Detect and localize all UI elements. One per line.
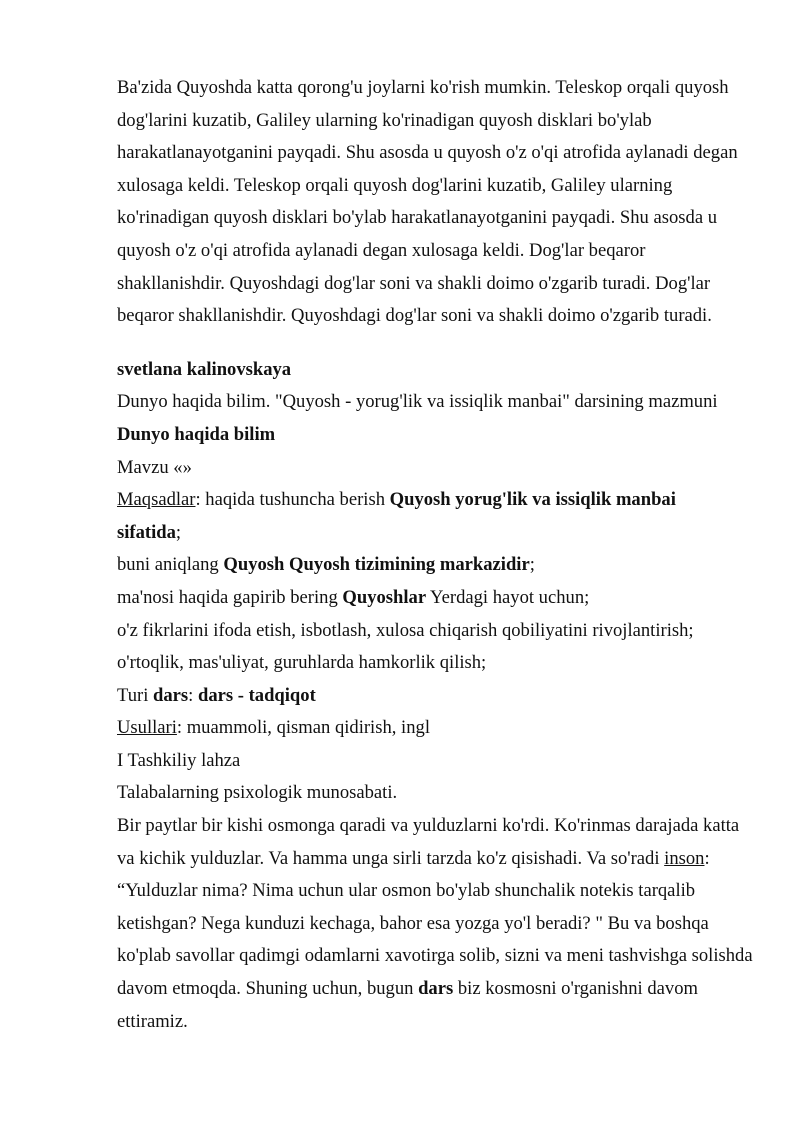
story-bold: dars [418,978,454,1000]
goals-label: Maqsadlar [117,489,196,511]
goals-line-2-text: ; [175,521,182,543]
lesson-heading: Dunyo haqida bilim [117,423,276,445]
topic-line: Mavzu «» [117,456,192,478]
intro-paragraph: Ba'zida Quyoshda katta qorong'u joylarni ko'rish mumkin. Teleskop orqali quyosh dog'larini kuzatib, Galiley ularning ko'rinadigan quyosh disklari bo'ylab harakatlanayotganini payqadi. Shu asosda u quyosh o'z o'qi atrofida aylanadi degan xulosaga keldi. Teleskop orqali quyosh dog'larini kuzatib, Galiley ularning ko'rinadigan quyosh disklari bo'ylab harakatlanayotganini payqadi. Shu asosda u quyosh o'z o'qi atrofida aylanadi degan xulosaga keldi. Dog'lar beqaror shakllanishdir. Quyoshdagi dog'lar soni va shakli doimo o'zgarib turadi. Dog'lar beqaror shakllanishdir. Quyoshdagi dog'lar soni va shakli doimo o'zgarib turadi. [117,77,738,327]
paragraph-gap [117,333,757,354]
story-part-1: Bir paytlar bir kishi osmonga qaradi va yulduzlarni ko'rdi. Ko'rinmas darajada katta va kichik yulduzlar. Va hamma unga sirli tarzda ko'z qisishadi. Va so'radi [117,815,740,869]
goals-line-3-end: ; [529,554,535,576]
goals-line-6: o'rtoqlik, mas'uliyat, guruhlarda hamkorlik qilish; [117,652,487,674]
lesson-type-bold-1: dars [153,684,189,706]
goals-line-4 [117,582,757,615]
goals-line-4-bold: Quyoshlar [342,586,427,608]
goals-line-3-bold: Quyosh Quyosh tizimining markazidir [223,554,530,576]
lesson-type-prefix: Turi [117,684,154,706]
story-part-2: : “Yulduzlar nima? Nima uchun ular osmon bo'ylab shunchalik notekis tarqalib ketishgan? Nega kunduzi kechaga, bahor esa yozga yo'l beradi? " Bu va boshqa ko'plab savollar qadimgi odamlarni xavotirga solib, sizni va meni tashvishga solishda davom etmoqda. Shuning uchun, bugun [117,847,753,1000]
document-page [117,72,757,1038]
lesson-subtitle: Dunyo haqida bilim. "Quyosh - yorug'lik va issiqlik manbai" darsining mazmuni [117,391,718,413]
goals-line-5: o'z fikrlarini ifoda etish, isbotlash, xulosa chiqarish qobiliyatini rivojlantirish; [117,619,694,641]
methods-line [117,712,757,745]
lesson-type-bold-2: dars - tadqiqot [197,684,316,706]
author-name: svetlana kalinovskaya [117,358,292,380]
goals-line-4-text: ma'nosi haqida gapirib bering [117,586,343,608]
stage-line: I Tashkiliy lahza [117,749,241,771]
goals-line-3 [117,549,757,582]
goals-line-1-bold: Quyosh yorug'lik va issiqlik manbai [389,489,676,511]
methods-label: Usullari [117,717,177,739]
goals-line-2 [117,517,757,550]
goals-line-4-end: Yerdagi hayot uchun; [426,586,590,608]
story-part-3: biz kosmosni o'rganishni davom ettiramiz. [117,978,698,1032]
lesson-type-line [117,680,757,713]
lesson-type-sep: : [188,684,198,706]
methods-text: : muammoli, qisman qidirish, ingl [176,717,430,739]
goals-line-1 [117,484,757,517]
story-paragraph [117,810,757,1038]
goals-line-1-text: : haqida tushuncha berish [195,489,390,511]
goals-line-3-text: buni aniqlang [117,554,224,576]
story-underlined: inson [664,847,705,869]
mood-line: Talabalarning psixologik munosabati. [117,782,398,804]
goals-line-2-bold: sifatida [117,521,176,543]
